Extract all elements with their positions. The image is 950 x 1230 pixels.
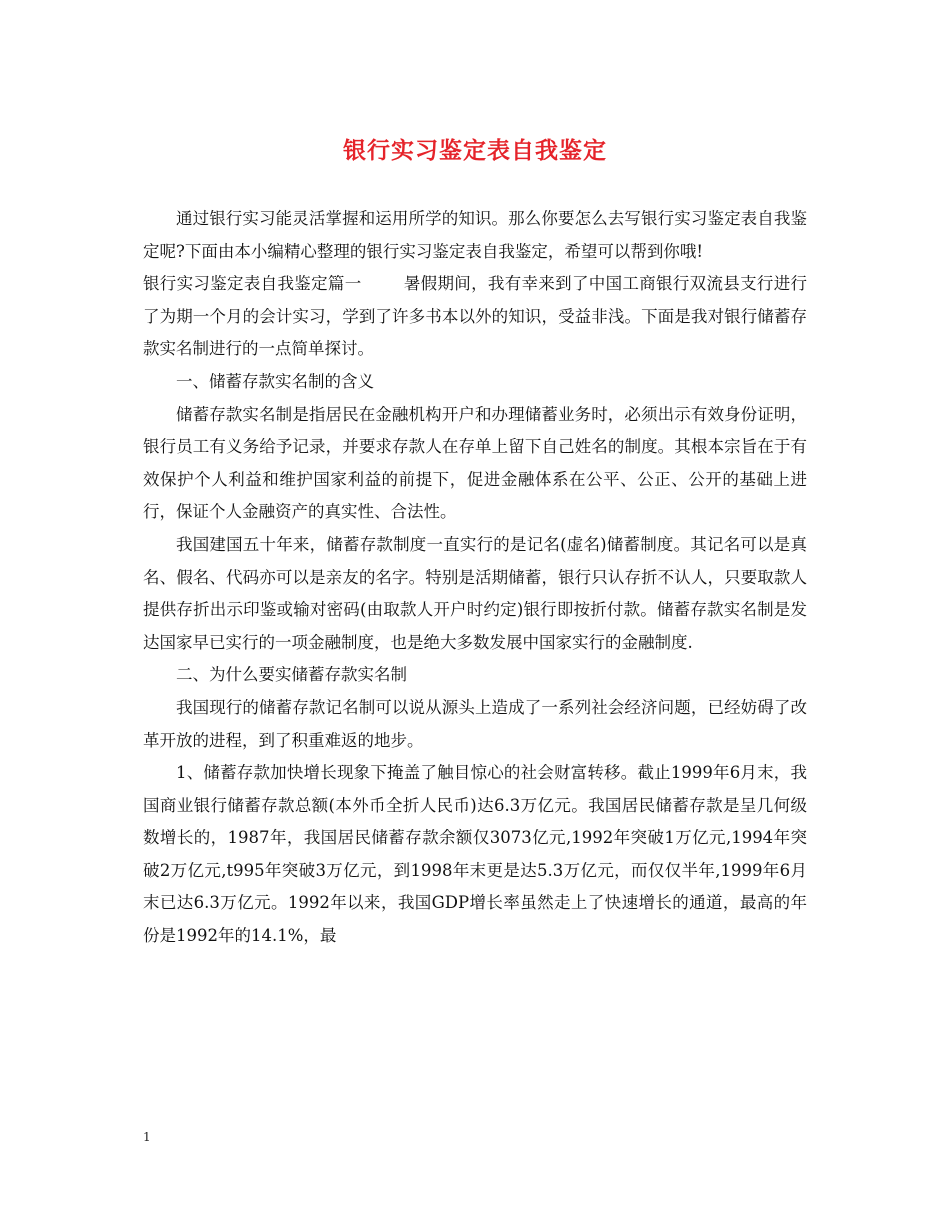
section-text: 暑假期间，我有幸来到了中国工商银行双流县支行进行了为期一个月的会计实习，学到了许多书本以外的知识，受益非浅。下面是我对银行储蓄存款实名制进行的一点简单探讨。 [143,274,808,359]
paragraph-problems: 我国现行的储蓄存款记名制可以说从源头上造成了一系列社会经济问题，已经妨碍了改革开放的进程，到了积重难返的地步。 [143,697,807,750]
heading-meaning: 一、储蓄存款实名制的含义 [176,371,374,391]
paragraph-history: 我国建国五十年来，储蓄存款制度一直实行的是记名(虚名)储蓄制度。其记名可以是真名、假名、代码亦可以是亲友的名字。特别是活期储蓄，银行只认存折不认人，只要取款人提供存折出示印鉴或输对密码(由取款人开户时约定)银行即按折付款。储蓄存款实名制是发达国家早已实行的一项金融制度，也是绝大多数发展中国家实行的金融制度. [143,534,807,652]
page-number: 1 [143,1130,151,1144]
intro-paragraph: 通过银行实习能灵活掌握和运用所学的知识。那么你要怎么去写银行实习鉴定表自我鉴定呢?下面由本小编精心整理的银行实习鉴定表自我鉴定，希望可以帮到你哦! [143,209,807,261]
heading-why: 二、为什么要实储蓄存款实名制 [176,665,407,685]
section-paragraph [143,268,807,366]
paragraph-definition: 储蓄存款实名制是指居民在金融机构开户和办理储蓄业务时，必须出示有效身份证明，银行员工有义务给予记录，并要求存款人在存单上留下自己姓名的制度。其根本宗旨在于有效保护个人利益和维护国家利益的前提下，促进金融体系在公平、公正、公开的基础上进行，保证个人金融资产的真实性、合法性。 [143,404,807,522]
section-label: 银行实习鉴定表自我鉴定篇一 [143,274,362,294]
page-title: 银行实习鉴定表自我鉴定 [343,137,607,164]
paragraph-deposits: 1、储蓄存款加快增长现象下掩盖了触目惊心的社会财富转移。截止1999年6月末，我国商业银行储蓄存款总额(本外币全折人民币)达6.3万亿元。我国居民储蓄存款是呈几何级数增长的，1987年，我国居民储蓄存款余额仅3073亿元,1992年突破1万亿元,1994年突破2万亿元,t995年突破3万亿元，到1998年末更是达5.3万亿元，而仅仅半年,1999年6月末已达6.3万亿元。1992年以来，我国GDP增长率虽然走上了快速增长的通道，最高的年份是1992年的14.1%，最 [143,763,807,946]
document-body [143,203,807,953]
